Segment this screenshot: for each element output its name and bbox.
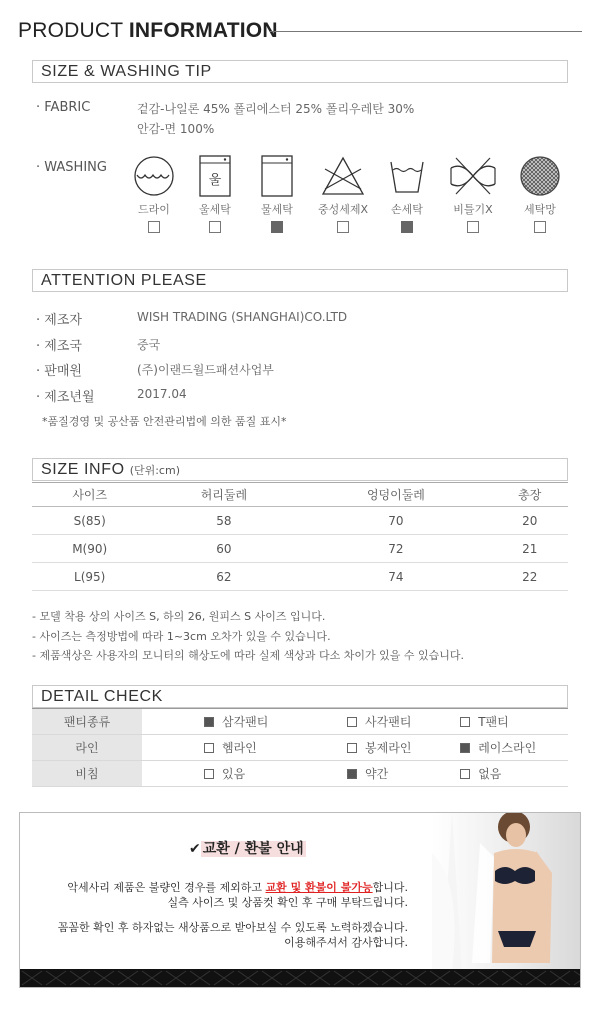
detail-key: 비침 bbox=[32, 761, 142, 787]
size-cell: 20 bbox=[492, 507, 569, 535]
checkbox-icon[interactable] bbox=[347, 769, 357, 779]
checkbox-icon[interactable] bbox=[460, 743, 470, 753]
model-photo bbox=[432, 813, 580, 971]
exchange-notice-line-2: 실측 사이즈 및 상품컷 확인 후 구매 부탁드립니다. bbox=[167, 896, 408, 909]
exchange-notice-title-text: 교환 / 환불 안내 bbox=[202, 841, 304, 857]
wash-item-hand bbox=[377, 153, 437, 233]
checkbox-icon[interactable] bbox=[460, 717, 470, 727]
attention-value: 2017.04 bbox=[137, 387, 187, 401]
checkbox-icon[interactable] bbox=[347, 743, 357, 753]
wool-wash-icon bbox=[185, 153, 245, 199]
no-refund-highlight: 교환 및 환불이 불가능 bbox=[265, 881, 373, 894]
table-row bbox=[32, 507, 568, 535]
wash-item-no-wring bbox=[443, 153, 503, 233]
attention-label: · 제조년월 bbox=[36, 390, 95, 405]
detail-option-label: 봉제라인 bbox=[365, 741, 412, 755]
size-cell: 74 bbox=[300, 563, 491, 591]
wash-checkbox[interactable] bbox=[467, 221, 479, 233]
detail-option[interactable] bbox=[460, 765, 501, 782]
size-info-title-text: SIZE INFO bbox=[41, 461, 125, 478]
detail-option-label: 사각팬티 bbox=[365, 715, 412, 729]
size-cell: 62 bbox=[147, 563, 300, 591]
wash-item-wool bbox=[185, 153, 245, 233]
attention-label: · 제조국 bbox=[36, 339, 82, 354]
detail-option-label: 헴라인 bbox=[222, 741, 257, 755]
wash-item-label: 물세탁 bbox=[261, 203, 293, 216]
attention-value: (주)이랜드월드패션사업부 bbox=[137, 363, 274, 377]
wash-item-label: 울세탁 bbox=[199, 203, 231, 216]
size-cell: 21 bbox=[492, 535, 569, 563]
water-wash-icon bbox=[247, 153, 307, 199]
dry-clean-icon bbox=[124, 153, 184, 199]
wash-item-label: 세탁망 bbox=[524, 203, 556, 216]
size-cell: L(95) bbox=[32, 563, 147, 591]
checkbox-icon[interactable] bbox=[204, 717, 214, 727]
size-table bbox=[32, 482, 568, 591]
detail-option-label: 약간 bbox=[365, 767, 389, 781]
wash-item-net bbox=[510, 153, 570, 233]
size-info-unit: (단위:cm) bbox=[129, 464, 180, 477]
detail-option-label: 레이스라인 bbox=[478, 741, 537, 755]
attention-value: 중국 bbox=[137, 338, 161, 352]
table-row bbox=[32, 535, 568, 563]
wash-item-label: 비틀기X bbox=[453, 203, 493, 216]
wash-item-label: 손세탁 bbox=[391, 203, 423, 216]
exchange-notice-line-4: 이용해주셔서 감사합니다. bbox=[284, 936, 408, 949]
wash-checkbox[interactable] bbox=[148, 221, 160, 233]
no-wring-icon bbox=[443, 153, 503, 199]
table-row bbox=[32, 709, 568, 735]
page-title bbox=[18, 19, 278, 43]
wash-checkbox[interactable] bbox=[271, 221, 283, 233]
wash-item-label: 드라이 bbox=[138, 203, 170, 216]
detail-check-title: DETAIL CHECK bbox=[32, 685, 568, 708]
detail-option-label: 없음 bbox=[478, 767, 502, 781]
wash-item-no-neutral bbox=[313, 153, 373, 233]
detail-key: 팬티종류 bbox=[32, 709, 142, 735]
detail-option-label: 있음 bbox=[222, 767, 246, 781]
size-washing-title: SIZE & WASHING TIP bbox=[32, 60, 568, 83]
checkbox-icon[interactable] bbox=[204, 769, 214, 779]
detail-option[interactable] bbox=[204, 765, 245, 782]
page-title-bold: INFORMATION bbox=[128, 19, 278, 42]
detail-option[interactable] bbox=[347, 765, 388, 782]
detail-option-label: T팬티 bbox=[478, 715, 509, 729]
wash-checkbox[interactable] bbox=[209, 221, 221, 233]
size-note: - 제품색상은 사용자의 모니터의 해상도에 따라 실제 색상과 다소 차이가 있을 수 있습니다. bbox=[32, 649, 464, 662]
detail-key: 라인 bbox=[32, 735, 142, 761]
fabric-line-2: 안감-면 100% bbox=[137, 122, 215, 136]
header-divider bbox=[270, 31, 582, 32]
size-cell: M(90) bbox=[32, 535, 147, 563]
size-note: - 모델 착용 상의 사이즈 S, 하의 26, 원피스 S 사이즈 입니다. bbox=[32, 610, 326, 623]
size-table-col: 사이즈 bbox=[32, 483, 147, 507]
size-cell: 60 bbox=[147, 535, 300, 563]
decorative-pattern-strip bbox=[20, 969, 580, 987]
size-note: - 사이즈는 측정방법에 따라 1~3cm 오차가 있을 수 있습니다. bbox=[32, 630, 331, 643]
size-table-col: 허리둘레 bbox=[147, 483, 300, 507]
detail-option[interactable] bbox=[347, 713, 411, 730]
detail-option-label: 삼각팬티 bbox=[222, 715, 269, 729]
attention-value: WISH TRADING (SHANGHAI)CO.LTD bbox=[137, 310, 348, 324]
detail-option[interactable] bbox=[347, 739, 411, 756]
detail-option[interactable] bbox=[204, 713, 268, 730]
size-cell: S(85) bbox=[32, 507, 147, 535]
table-row bbox=[32, 761, 568, 787]
size-info-title bbox=[32, 458, 568, 481]
washing-label: · WASHING bbox=[36, 160, 107, 175]
hand-wash-icon bbox=[377, 153, 437, 199]
page-title-light: PRODUCT bbox=[18, 19, 129, 42]
wash-item-water bbox=[247, 153, 307, 233]
size-cell: 58 bbox=[147, 507, 300, 535]
no-neutral-detergent-icon bbox=[313, 153, 373, 199]
attention-note: *품질경영 및 공산품 안전관리법에 의한 품질 표시* bbox=[42, 415, 287, 428]
checkbox-icon[interactable] bbox=[347, 717, 357, 727]
exchange-notice-line-3: 꼼꼼한 확인 후 하자없는 새상품으로 받아보실 수 있도록 노력하겠습니다. bbox=[57, 921, 408, 934]
detail-option[interactable] bbox=[460, 713, 509, 730]
fabric-label: · FABRIC bbox=[36, 100, 91, 115]
size-table-col: 엉덩이둘레 bbox=[300, 483, 491, 507]
detail-option[interactable] bbox=[204, 739, 257, 756]
table-row bbox=[32, 563, 568, 591]
fabric-line-1: 겉감-나일론 45% 폴리에스터 25% 폴리우레탄 30% bbox=[137, 102, 415, 116]
size-table-header bbox=[32, 483, 568, 507]
size-cell: 70 bbox=[300, 507, 491, 535]
checkbox-icon[interactable] bbox=[204, 743, 214, 753]
size-table-col: 총장 bbox=[492, 483, 569, 507]
exchange-notice-line-1: 악세사리 제품은 불량인 경우를 제외하고 교환 및 환불이 불가능합니다. bbox=[67, 881, 408, 894]
wool-wash-glyph: 울 bbox=[208, 173, 222, 188]
detail-table bbox=[32, 708, 568, 787]
detail-option[interactable] bbox=[460, 739, 536, 756]
size-cell: 72 bbox=[300, 535, 491, 563]
wash-checkbox[interactable] bbox=[534, 221, 546, 233]
size-cell: 22 bbox=[492, 563, 569, 591]
attention-label: · 판매원 bbox=[36, 364, 82, 379]
wash-item-label: 중성세제X bbox=[317, 203, 369, 216]
table-row bbox=[32, 735, 568, 761]
wash-item-dry bbox=[124, 153, 184, 233]
exchange-notice-banner bbox=[19, 812, 581, 988]
wash-checkbox[interactable] bbox=[401, 221, 413, 233]
attention-label: · 제조자 bbox=[36, 313, 82, 328]
checkbox-icon[interactable] bbox=[460, 769, 470, 779]
exchange-notice-title bbox=[189, 838, 306, 858]
attention-title: ATTENTION PLEASE bbox=[32, 269, 568, 292]
laundry-net-icon bbox=[510, 153, 570, 199]
page-header bbox=[18, 19, 582, 45]
checkmark-icon: ✔ bbox=[189, 841, 201, 857]
wash-checkbox[interactable] bbox=[337, 221, 349, 233]
